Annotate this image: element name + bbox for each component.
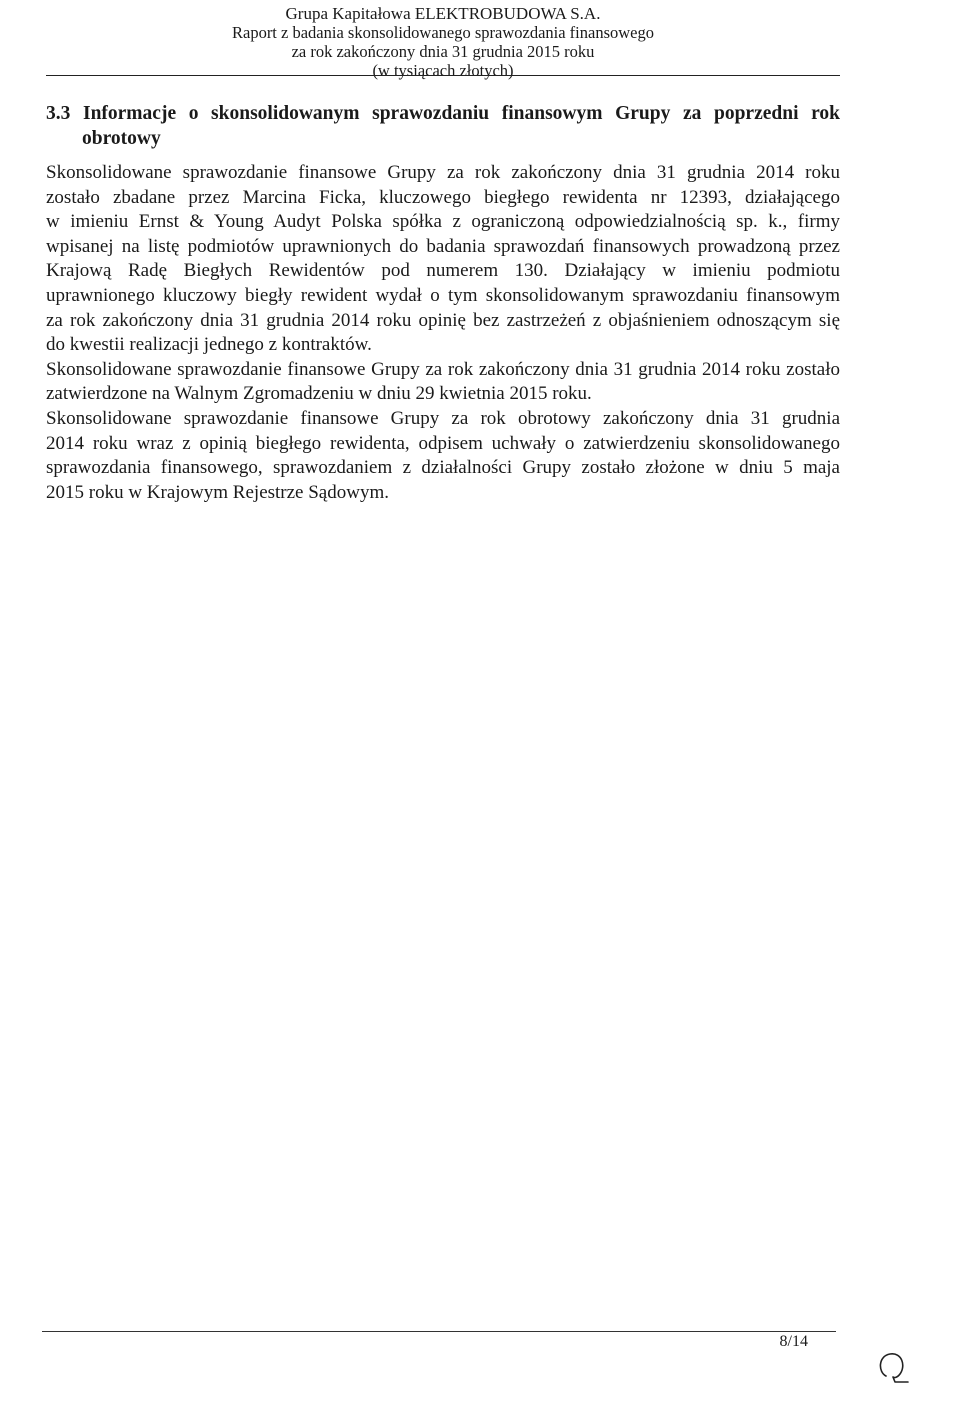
- paragraph-line: Krajową Radę Biegłych Rewidentów pod numerem 130. Działający w imieniu podmiotu: [46, 260, 840, 282]
- paragraph-registration: [46, 407, 840, 505]
- paragraph-line: sprawozdania finansowego, sprawozdaniem z działalności Grupy zostało złożone w dniu 5 maja: [46, 457, 840, 479]
- header-divider: [46, 75, 840, 76]
- header-period: za rok zakończony dnia 31 grudnia 2015 roku: [291, 42, 595, 61]
- handwritten-initials-mark: [872, 1346, 912, 1386]
- paragraph-line: do kwestii realizacji jednego z kontraktów.: [46, 334, 372, 356]
- paragraph-approval: [46, 358, 840, 407]
- paragraph-line: wpisanej na listę podmiotów uprawnionych do badania sprawozdań finansowych prowadzoną przez: [46, 235, 840, 257]
- paragraph-line: Skonsolidowane sprawozdanie finansowe Grupy za rok zakończony dnia 31 grudnia 2014 roku: [46, 162, 840, 183]
- paragraph-audit-opinion: [46, 161, 840, 358]
- paragraph-line: 2015 roku w Krajowym Rejestrze Sądowym.: [46, 481, 389, 503]
- paragraph-line: zatwierdzone na Walnym Zgromadzeniu w dniu 29 kwietnia 2015 roku.: [46, 383, 592, 405]
- section-heading-line-2: obrotowy: [82, 128, 161, 149]
- document-body: [46, 161, 840, 505]
- section-heading: [46, 101, 840, 151]
- section-heading-line-1: 3.3 Informacje o skonsolidowanym sprawozdaniu finansowym Grupy za poprzedni rok: [46, 103, 840, 124]
- paragraph-line: w imieniu Ernst & Young Audyt Polska spółka z ograniczoną odpowiedzialnością sp. k., firmy: [46, 211, 840, 233]
- paragraph-line: Skonsolidowane sprawozdanie finansowe Grupy za rok obrotowy zakończony dnia 31 grudnia: [46, 407, 840, 429]
- page-number: 8/14: [779, 1333, 808, 1350]
- header-company: Grupa Kapitałowa ELEKTROBUDOWA S.A.: [285, 4, 601, 23]
- header-units: (w tysiącach złotych): [372, 61, 514, 80]
- paragraph-line: za rok zakończony dnia 31 grudnia 2014 roku opinię bez zastrzeżeń z objaśnieniem odnoszącym się: [46, 309, 840, 331]
- paragraph-line: Skonsolidowane sprawozdanie finansowe Grupy za rok zakończony dnia 31 grudnia 2014 roku zostało: [46, 358, 840, 380]
- paragraph-line: 2014 roku wraz z opinią biegłego rewidenta, odpisem uchwały o zatwierdzeniu skonsolidowanego: [46, 432, 840, 454]
- paragraph-line: uprawnionego kluczowy biegły rewident wydał o tym skonsolidowanym sprawozdaniu finansowym: [46, 284, 840, 306]
- document-header: [46, 4, 840, 80]
- header-report-title: Raport z badania skonsolidowanego sprawozdania finansowego: [231, 23, 654, 42]
- footer-divider: [42, 1331, 836, 1332]
- paragraph-line: zostało zbadane przez Marcina Ficka, kluczowego biegłego rewidenta nr 12393, działającego: [46, 186, 840, 208]
